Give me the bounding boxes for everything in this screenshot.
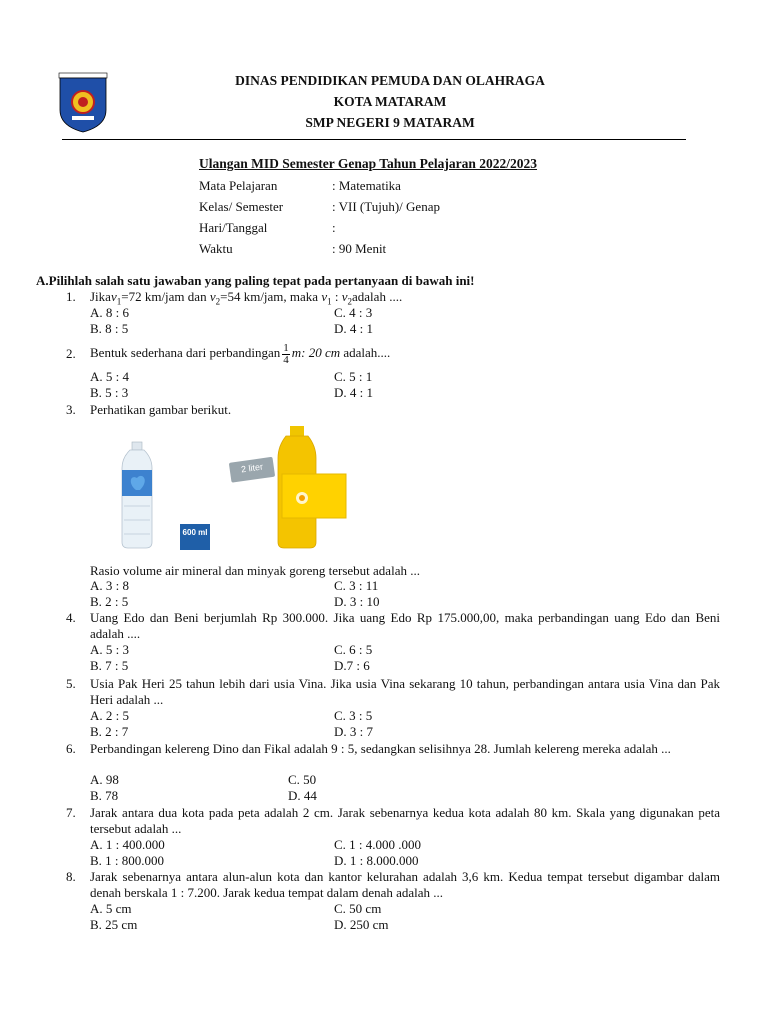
question-number: 7. <box>66 805 76 820</box>
option-b: B. 8 : 5 <box>90 321 129 336</box>
option-c: C. 3 : 11 <box>334 578 379 593</box>
option-a: A. 98 <box>90 772 119 787</box>
info-value: : 90 Menit <box>332 241 387 256</box>
question-8-text: Jarak sebenarnya antara alun-alun kota dan kantor kelurahan adalah 3,6 km. Kedua tempat tersebut digambar dalam denah berskala 1 : 7.200. Jarak kedua tempat dalam denah adalah ... <box>90 869 720 900</box>
bottle-volume-label: 600 ml <box>182 528 208 537</box>
question-1-text: Jikav$_1$=72 km/jam dan $v_2=54$ km/jam, maka $v_1$ : $v_2adalah$ .... <box>90 289 403 307</box>
info-label: Mata Pelajaran <box>199 178 278 193</box>
option-c: C. 1 : 4.000 .000 <box>334 837 422 852</box>
option-d: D. 4 : 1 <box>334 321 373 336</box>
question-number: 6. <box>66 741 76 756</box>
question-number: 1. <box>66 289 76 304</box>
option-b: B. 7 : 5 <box>90 658 129 673</box>
section-a-heading: A.Pilihlah salah satu jawaban yang paling tepat pada pertanyaan di bawah ini! <box>36 273 475 288</box>
option-a: A. 8 : 6 <box>90 305 129 320</box>
option-b: B. 25 cm <box>90 917 138 932</box>
exam-title: Ulangan MID Semester Genap Tahun Pelajaran 2022/2023 <box>199 156 538 171</box>
question-5-text: Usia Pak Heri 25 tahun lebih dari usia Vina. Jika usia Vina sekarang 10 tahun, perbandingan antara usia Vina dan Pak Heri adalah ... <box>90 676 720 707</box>
option-c: C. 4 : 3 <box>334 305 373 320</box>
school-logo <box>58 72 108 134</box>
info-label: Kelas/ Semester <box>199 199 284 214</box>
option-d: D.7 : 6 <box>334 658 370 673</box>
option-c: C. 5 : 1 <box>334 369 373 384</box>
option-d: D. 3 : 10 <box>334 594 380 609</box>
option-c: C. 50 cm <box>334 901 382 916</box>
question-2-text: Bentuk sederhana dari perbandingan $\frac{1}{4}$ m: 20 cm adalah.... <box>90 341 391 366</box>
header-divider <box>62 139 686 140</box>
info-value: : Matematika <box>332 178 401 193</box>
info-value: : <box>332 220 336 235</box>
option-a: A. 2 : 5 <box>90 708 129 723</box>
fraction: $\frac{1}{4}$ <box>283 341 289 366</box>
water-bottle-image <box>122 442 152 548</box>
oil-bottle-image <box>278 426 346 548</box>
question-3-text: Perhatikan gambar berikut. <box>90 402 232 417</box>
option-c: C. 50 <box>288 772 317 787</box>
question-number: 8. <box>66 869 76 884</box>
question-6-text: Perbandingan kelereng Dino dan Fikal adalah 9 : 5, sedangkan selisihnya 28. Jumlah kelereng mereka adalah ... <box>90 741 671 756</box>
question-3-stem: Rasio volume air mineral dan minyak goreng tersebut adalah ... <box>90 563 420 578</box>
question-7-text: Jarak antara dua kota pada peta adalah 2 cm. Jarak sebenarnya kedua kota adalah 80 km. Skala yang digunakan peta tersebut adalah ... <box>90 805 720 836</box>
header-line-1: DINAS PENDIDIKAN PEMUDA DAN OLAHRAGA <box>235 73 545 88</box>
info-label: Waktu <box>199 241 233 256</box>
info-label: Hari/Tanggal <box>199 220 268 235</box>
option-d: D. 4 : 1 <box>334 385 373 400</box>
option-a: A. 5 : 3 <box>90 642 129 657</box>
option-a: A. 5 : 4 <box>90 369 129 384</box>
option-d: D. 1 : 8.000.000 <box>334 853 419 868</box>
header-line-3: SMP NEGERI 9 MATARAM <box>305 115 475 130</box>
option-b: B. 2 : 7 <box>90 724 129 739</box>
option-b: B. 78 <box>90 788 119 803</box>
option-d: D. 44 <box>288 788 317 803</box>
header-line-2: KOTA MATARAM <box>333 94 447 109</box>
option-a: A. 5 cm <box>90 901 132 916</box>
bottle-and-oil-illustration <box>118 424 358 554</box>
option-c: C. 3 : 5 <box>334 708 373 723</box>
option-a: A. 3 : 8 <box>90 578 129 593</box>
question-4-text: Uang Edo dan Beni berjumlah Rp 300.000. Jika uang Edo Rp 175.000,00, maka perbandingan uang Edo dan Beni adalah .... <box>90 610 720 641</box>
option-b: B. 1 : 800.000 <box>90 853 165 868</box>
option-b: B. 2 : 5 <box>90 594 129 609</box>
option-a: A. 1 : 400.000 <box>90 837 165 852</box>
question-number: 2. <box>66 346 76 361</box>
oil-volume-label: 2 liter <box>240 461 264 475</box>
question-number: 5. <box>66 676 76 691</box>
option-d: D. 250 cm <box>334 917 389 932</box>
option-c: C. 6 : 5 <box>334 642 373 657</box>
question-number: 3. <box>66 402 76 417</box>
option-b: B. 5 : 3 <box>90 385 129 400</box>
question-number: 4. <box>66 610 76 625</box>
info-value: : VII (Tujuh)/ Genap <box>332 199 440 214</box>
option-d: D. 3 : 7 <box>334 724 373 739</box>
